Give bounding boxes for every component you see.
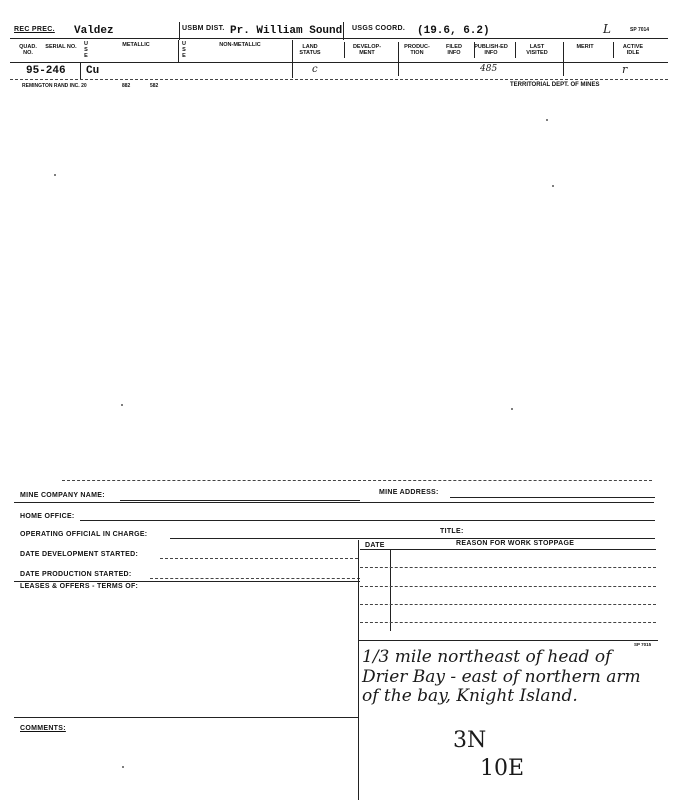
col-merit: MERIT bbox=[576, 44, 594, 50]
stoppage-bottom-rule bbox=[358, 640, 658, 641]
col-published-info: PUBLISH-ED INFO bbox=[474, 44, 508, 56]
township-note: 3N bbox=[453, 728, 487, 753]
col-divider-a bbox=[178, 40, 179, 62]
comments-label: COMMENTS: bbox=[20, 725, 66, 732]
col-divider-f bbox=[515, 42, 516, 58]
col-land-status: LAND STATUS bbox=[299, 44, 321, 56]
printer-code-a: 882 bbox=[122, 83, 131, 89]
usbm-dist-value: Pr. William Sound bbox=[230, 25, 343, 37]
date-development-line bbox=[160, 558, 358, 559]
col-use-nonmetallic: U S E bbox=[182, 41, 186, 59]
date-column-header: DATE bbox=[365, 542, 385, 549]
scan-speck bbox=[121, 404, 123, 406]
date-production-line bbox=[150, 578, 360, 579]
scan-speck bbox=[54, 174, 56, 176]
col-serial-no: SERIAL NO. bbox=[45, 44, 77, 50]
scan-speck bbox=[122, 766, 124, 768]
col-divider-h bbox=[613, 42, 614, 58]
stoppage-row-3 bbox=[360, 604, 656, 605]
published-mark: 485 bbox=[480, 64, 498, 74]
location-note-line-2: Drier Bay - east of northern arm bbox=[362, 667, 641, 687]
col-filed-info: FILED INFO bbox=[446, 44, 462, 56]
mine-address-line bbox=[450, 497, 655, 498]
data-row-bottom-rule bbox=[10, 79, 668, 80]
date-development-label: DATE DEVELOPMENT STARTED: bbox=[20, 551, 139, 558]
col-development: DEVELOP-MENT bbox=[352, 44, 382, 56]
department-label: TERRITORIAL DEPT. OF MINES bbox=[510, 82, 600, 88]
header-divider-1 bbox=[179, 22, 180, 40]
reason-column-header: REASON FOR WORK STOPPAGE bbox=[456, 540, 575, 547]
operating-official-line bbox=[170, 538, 655, 539]
col-divider-c bbox=[344, 42, 345, 58]
usgs-coord-label: USGS COORD. bbox=[352, 25, 406, 32]
active-idle-mark: r bbox=[622, 63, 628, 76]
bottom-form-top-rule bbox=[62, 480, 652, 481]
col-production: PRODUC-TION bbox=[404, 44, 430, 56]
title-label: TITLE: bbox=[440, 528, 464, 535]
scan-speck bbox=[511, 408, 513, 410]
corner-mark: L bbox=[603, 22, 611, 36]
usgs-coord-value: (19.6, 6.2) bbox=[417, 25, 490, 37]
header-divider-2 bbox=[343, 22, 344, 40]
stoppage-row-1 bbox=[360, 567, 656, 568]
land-status-mark: c bbox=[312, 64, 318, 75]
row-divider-1 bbox=[80, 63, 81, 79]
printer-label: REMINGTON RAND INC. 20 bbox=[22, 83, 87, 89]
quad-serial-value: 95-246 bbox=[26, 65, 66, 77]
header-top-rule bbox=[10, 38, 668, 39]
form-code-bottom: SP 7015 bbox=[634, 642, 652, 647]
mine-address-label: MINE ADDRESS: bbox=[379, 489, 439, 496]
col-metallic: METALLIC bbox=[122, 42, 150, 48]
mine-company-name-line bbox=[120, 500, 360, 501]
form-code-top: SP 7014 bbox=[630, 27, 650, 33]
stoppage-row-2 bbox=[360, 586, 656, 587]
printer-strip bbox=[10, 82, 668, 92]
home-office-label: HOME OFFICE: bbox=[20, 513, 75, 520]
location-note-line-3: of the bay, Knight Island. bbox=[362, 686, 578, 706]
left-column-rule bbox=[14, 581, 360, 582]
center-divider bbox=[358, 540, 359, 800]
range-note: 10E bbox=[480, 756, 525, 781]
col-divider-e bbox=[474, 42, 475, 58]
scan-speck bbox=[546, 119, 548, 121]
usbm-dist-label: USBM DIST. bbox=[182, 25, 225, 32]
printer-code-b: 582 bbox=[150, 83, 159, 89]
location-note-line-1: 1/3 mile northeast of head of bbox=[362, 647, 612, 667]
comments-top-rule bbox=[14, 717, 358, 718]
rec-prec-value: Valdez bbox=[74, 25, 114, 37]
col-non-metallic: NON-METALLIC bbox=[219, 42, 261, 48]
data-row bbox=[10, 63, 668, 79]
metallic-value: Cu bbox=[86, 65, 100, 77]
col-active-idle: ACTIVE IDLE bbox=[622, 44, 644, 56]
col-last-visited: LAST VISITED bbox=[526, 44, 548, 56]
bottom-form-rule-1 bbox=[14, 502, 654, 503]
rec-prec-label: REC PREC. bbox=[14, 26, 55, 33]
column-header-row bbox=[10, 40, 668, 62]
col-use-metallic: U S E bbox=[84, 41, 88, 59]
scan-speck bbox=[552, 185, 554, 187]
mine-company-name-label: MINE COMPANY NAME: bbox=[20, 492, 105, 499]
leases-offers-label: LEASES & OFFERS - TERMS OF: bbox=[20, 583, 139, 590]
work-stoppage-header-rule bbox=[360, 549, 656, 550]
date-production-label: DATE PRODUCTION STARTED: bbox=[20, 571, 132, 578]
operating-official-label: OPERATING OFFICIAL IN CHARGE: bbox=[20, 531, 148, 538]
stoppage-row-4 bbox=[360, 622, 656, 623]
home-office-line bbox=[80, 520, 655, 521]
col-quad-no: QUAD. NO. bbox=[19, 44, 37, 56]
date-reason-divider bbox=[390, 549, 391, 631]
